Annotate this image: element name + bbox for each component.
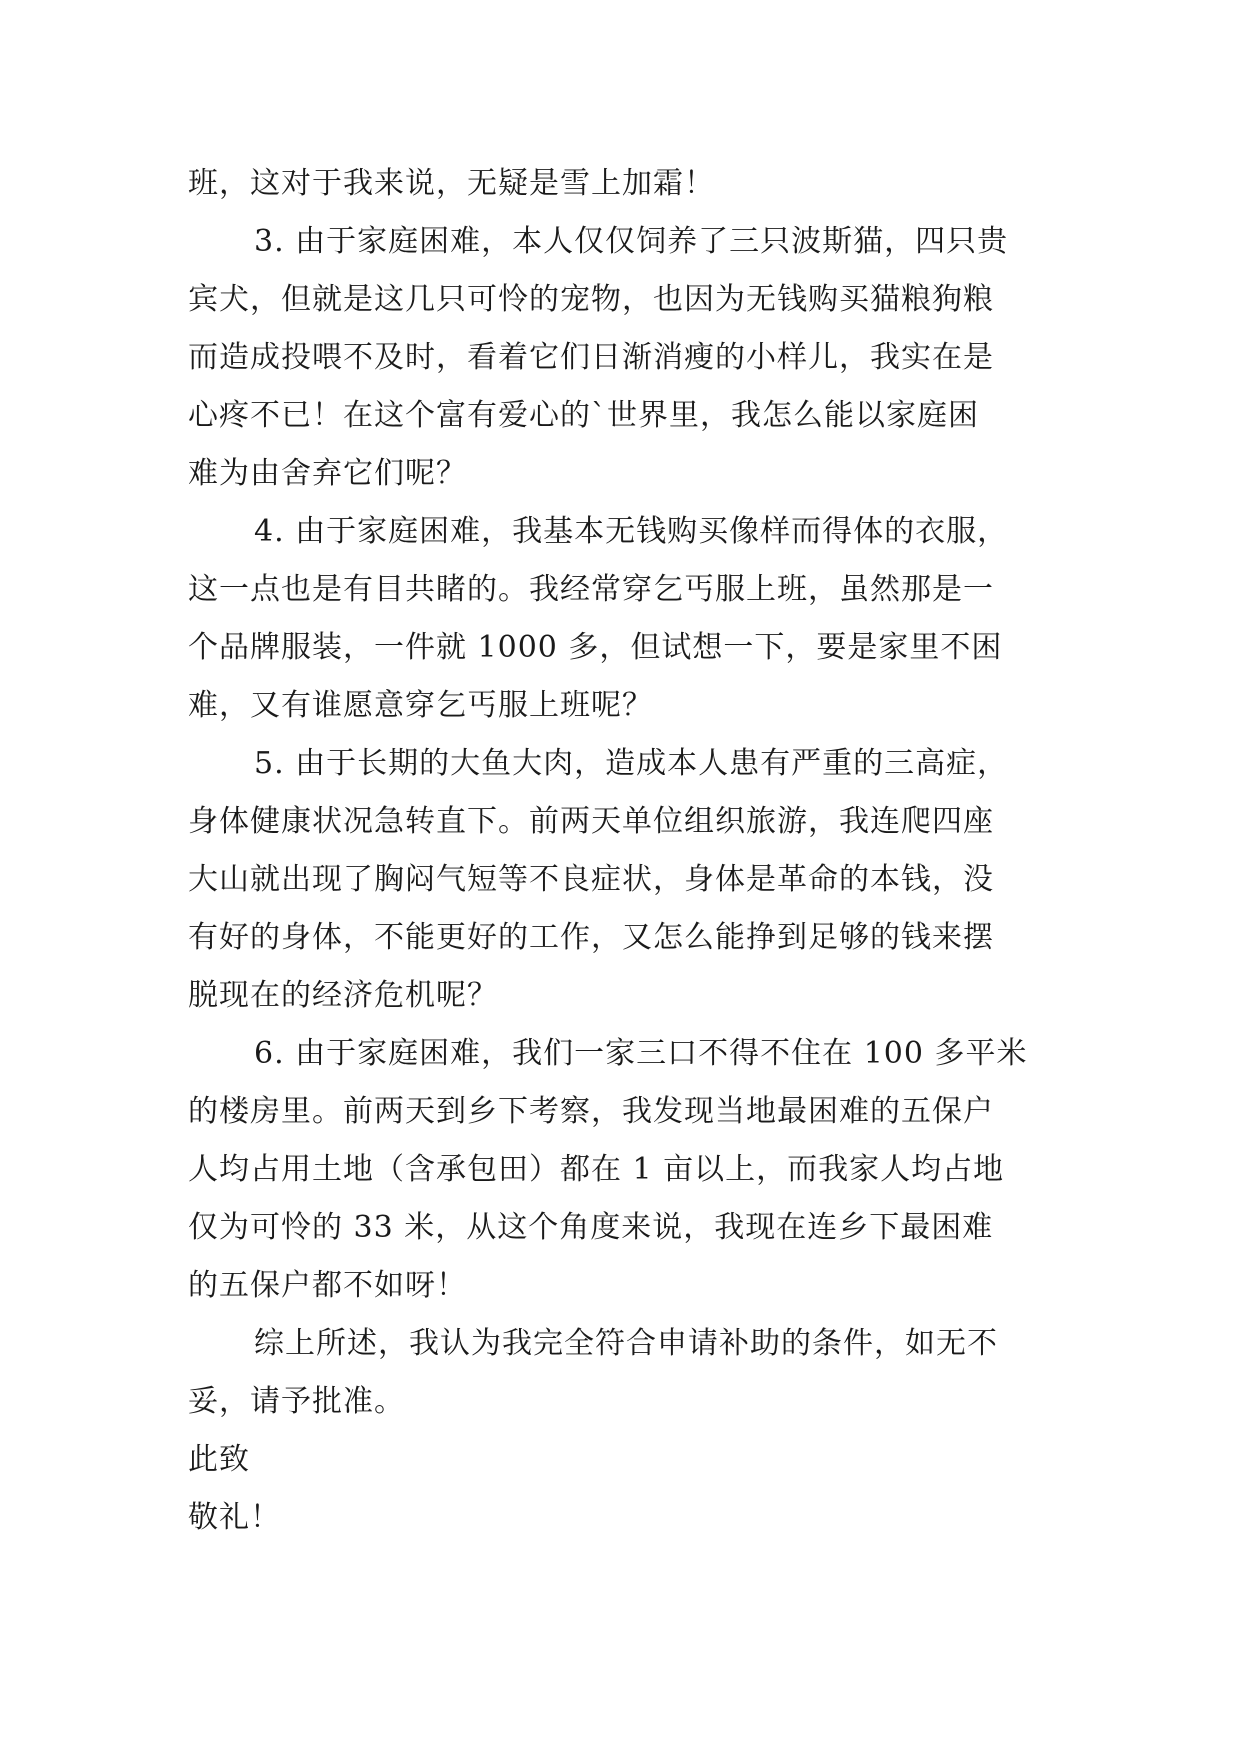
text-line: 这一点也是有目共睹的。我经常穿乞丐服上班，虽然那是一	[188, 572, 994, 607]
document-body	[188, 155, 1048, 1547]
text-line: 妥，请予批准。	[188, 1384, 405, 1419]
text-line: 6. 由于家庭困难，我们一家三口不得不住在 100 多平米	[254, 1036, 1028, 1071]
text-line: 难为由舍弃它们呢？	[188, 456, 467, 491]
closing-salutation: 此致	[188, 1442, 250, 1477]
text-line: 5. 由于长期的大鱼大肉，造成本人患有严重的三高症，	[254, 746, 1009, 781]
text-line: 仅为可怜的 33 米，从这个角度来说，我现在连乡下最困难	[188, 1210, 994, 1245]
text-line: 大山就出现了胸闷气短等不良症状，身体是革命的本钱，没	[188, 862, 994, 897]
text-line: 4. 由于家庭困难，我基本无钱购买像样而得体的衣服，	[254, 514, 1009, 549]
text-line: 人均占用土地（含承包田）都在 1 亩以上，而我家人均占地	[188, 1152, 1005, 1187]
text-line: 身体健康状况急转直下。前两天单位组织旅游，我连爬四座	[188, 804, 994, 839]
text-line: 脱现在的经济危机呢？	[188, 978, 498, 1013]
closing-regards: 敬礼！	[188, 1500, 281, 1535]
text-line: 的楼房里。前两天到乡下考察，我发现当地最困难的五保户	[188, 1094, 994, 1129]
text-line: 个品牌服装，一件就 1000 多，但试想一下，要是家里不困	[188, 630, 1003, 665]
text-line: 的五保户都不如呀！	[188, 1268, 467, 1303]
text-line: 而造成投喂不及时，看着它们日渐消瘦的小样儿，我实在是	[188, 340, 994, 375]
text-line: 宾犬，但就是这几只可怜的宠物，也因为无钱购买猫粮狗粮	[188, 282, 994, 317]
text-line: 综上所述，我认为我完全符合申请补助的条件，如无不	[254, 1326, 998, 1361]
text-line: 心疼不已！在这个富有爱心的`世界里，我怎么能以家庭困	[188, 398, 979, 433]
text-line: 班，这对于我来说，无疑是雪上加霜！	[188, 166, 715, 201]
text-line: 有好的身体，不能更好的工作，又怎么能挣到足够的钱来摆	[188, 920, 994, 955]
text-line: 3. 由于家庭困难，本人仅仅饲养了三只波斯猫，四只贵	[254, 224, 1009, 259]
text-line: 难，又有谁愿意穿乞丐服上班呢？	[188, 688, 653, 723]
